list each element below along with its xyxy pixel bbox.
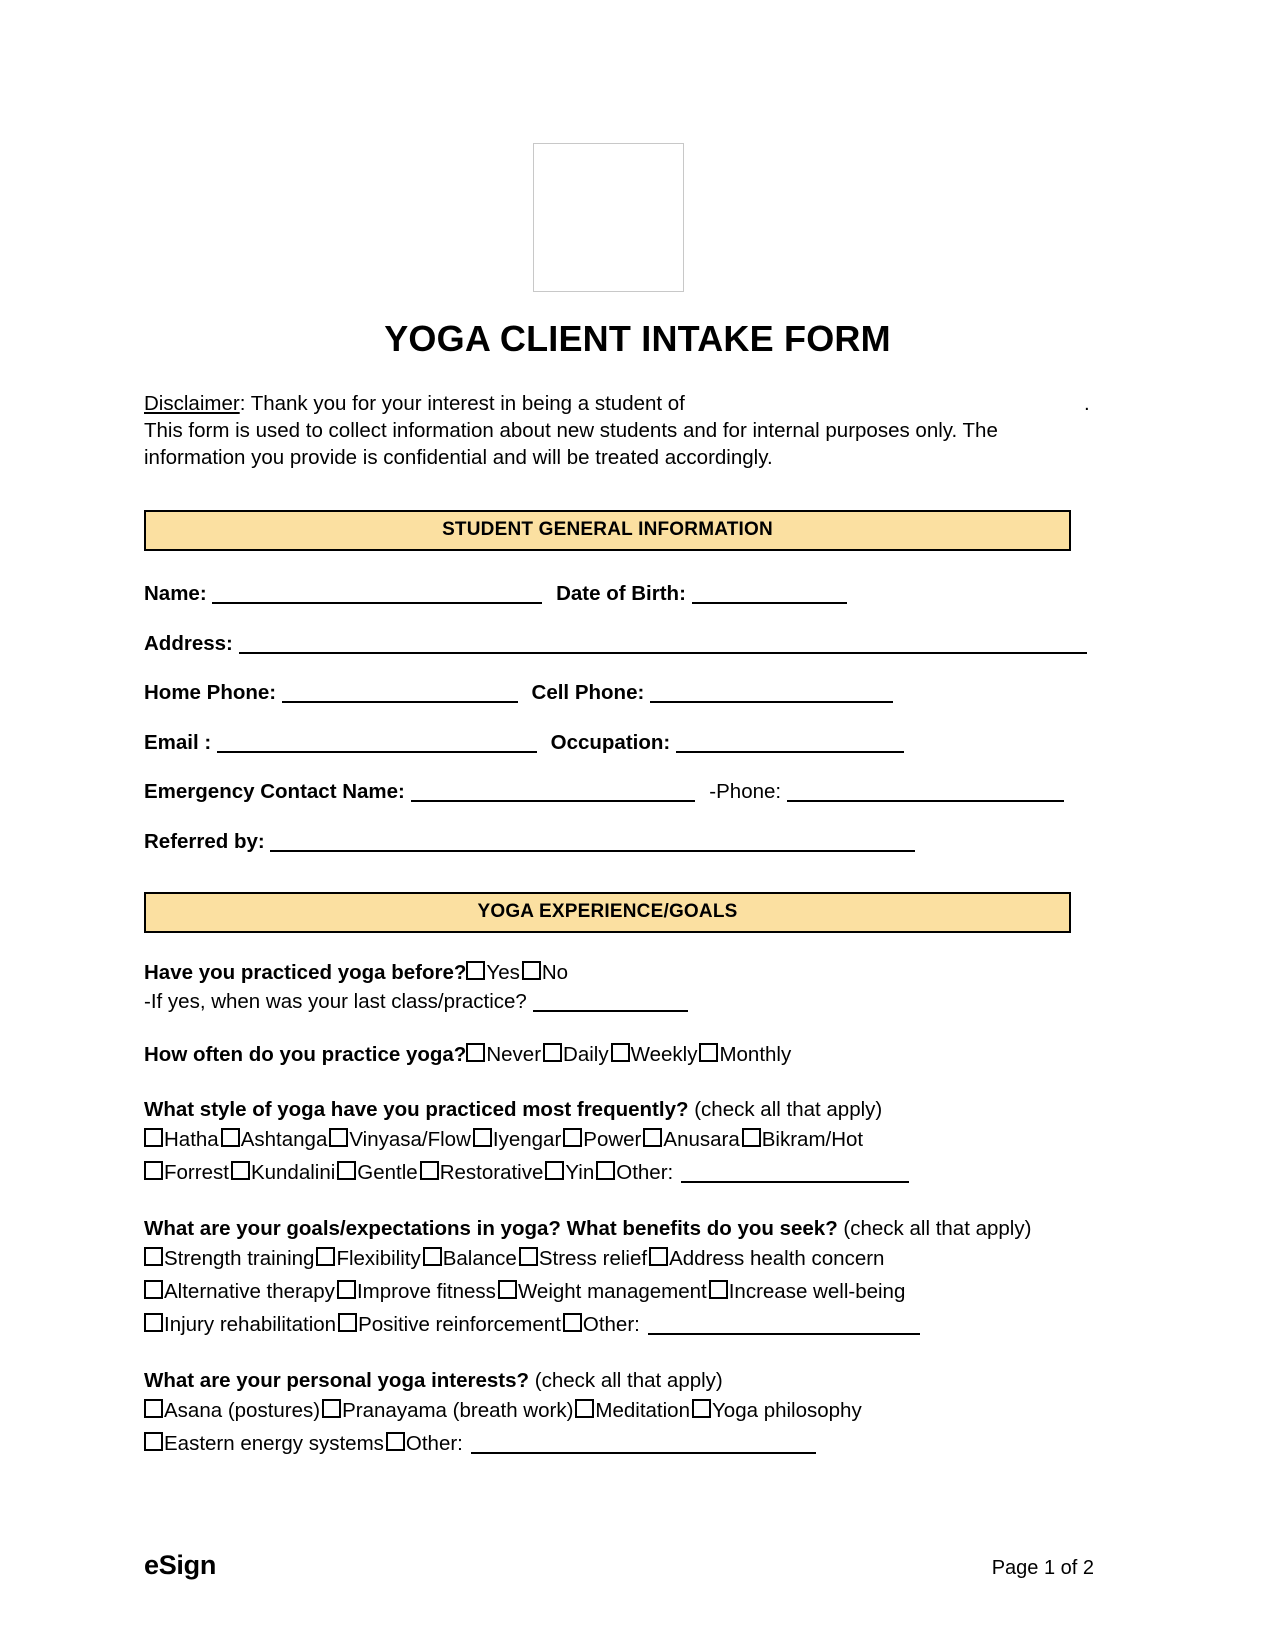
checkbox-goal-increase-well-being-label: Increase well-being [728, 1280, 906, 1304]
question-goals-benefits [144, 1215, 1094, 1341]
checkbox-goal-positive-reinforcement[interactable] [338, 1313, 357, 1332]
checkbox-practiced-yes[interactable] [466, 961, 485, 980]
checkbox-goal-balance-label: Balance [442, 1247, 517, 1271]
referred-by-label: Referred by: [144, 829, 265, 853]
checkbox-interest-eastern-energy-systems-label: Eastern energy systems [164, 1431, 384, 1455]
checkbox-style-kundalini-label: Kundalini [250, 1161, 336, 1185]
yoga-style-options-row-1 [144, 1125, 1094, 1156]
occupation-input-rule[interactable] [676, 731, 904, 753]
checkbox-interest-pranayama[interactable] [322, 1399, 341, 1418]
disclaimer-label: Disclaimer [144, 392, 240, 415]
field-row-email-occupation [144, 731, 1094, 754]
checkbox-goal-improve-fitness[interactable] [337, 1280, 356, 1299]
question-practiced-before [144, 959, 1094, 1015]
checkbox-goal-flexibility-label: Flexibility [336, 1247, 421, 1271]
checkbox-practiced-no-label: No [541, 961, 569, 984]
checkbox-goal-address-health-concern-label: Address health concern [669, 1247, 885, 1271]
checkbox-frequency-monthly[interactable] [699, 1043, 718, 1062]
emergency-phone-label: -Phone: [709, 780, 782, 803]
checkbox-style-ashtanga-label: Ashtanga [240, 1128, 328, 1152]
goals-options-row-2 [144, 1277, 1094, 1308]
address-label: Address: [144, 631, 233, 655]
checkbox-goal-strength-training-label: Strength training [164, 1247, 315, 1271]
page-footer [144, 1550, 1094, 1581]
question-how-often [144, 1041, 1094, 1070]
checkbox-frequency-never[interactable] [466, 1043, 485, 1062]
home-phone-label: Home Phone: [144, 681, 277, 704]
checkbox-goal-strength-training[interactable] [144, 1247, 163, 1266]
yoga-style-question: What style of yoga have you practiced most frequently? [144, 1097, 689, 1121]
checkbox-style-bikram-hot[interactable] [742, 1128, 761, 1147]
date-of-birth-label: Date of Birth: [556, 582, 686, 605]
checkbox-goal-improve-fitness-label: Improve fitness [356, 1280, 496, 1304]
interests-question: What are your personal yoga interests? [144, 1368, 530, 1392]
checkbox-interest-yoga-philosophy-label: Yoga philosophy [712, 1399, 862, 1422]
checkbox-practiced-no[interactable] [522, 961, 541, 980]
checkbox-style-anusara[interactable] [643, 1128, 662, 1147]
checkbox-goal-stress-relief[interactable] [519, 1247, 538, 1266]
yoga-style-question-row [144, 1096, 1094, 1123]
goals-options-row-1 [144, 1244, 1094, 1275]
checkbox-style-vinyasa-flow-label: Vinyasa/Flow [349, 1128, 471, 1152]
checkbox-style-iyengar-label: Iyengar [492, 1128, 562, 1152]
practiced-before-row [144, 959, 1094, 988]
address-input-rule[interactable] [239, 632, 1087, 654]
disclaimer-line-3: information you provide is confidential and will be treated accordingly. [144, 446, 773, 469]
checkbox-style-hatha[interactable] [144, 1128, 163, 1147]
email-label: Email : [144, 730, 212, 754]
checkbox-goal-alternative-therapy-label: Alternative therapy [164, 1280, 335, 1304]
checkbox-interest-pranayama-label: Pranayama (breath work) [342, 1399, 574, 1422]
goals-question-row [144, 1215, 1094, 1242]
interests-question-row [144, 1367, 1094, 1394]
field-row-emergency-contact [144, 780, 1094, 803]
checkbox-style-restorative[interactable] [420, 1161, 439, 1180]
checkbox-goal-injury-rehabilitation[interactable] [144, 1313, 163, 1332]
checkbox-interest-other[interactable] [386, 1432, 405, 1451]
checkbox-interest-asana-label: Asana (postures) [164, 1399, 321, 1422]
field-row-address [144, 632, 1094, 655]
checkbox-style-gentle-label: Gentle [357, 1161, 418, 1185]
interests-other-input-rule[interactable] [471, 1432, 816, 1454]
disclaimer-line-2: This form is used to collect information about new students and for internal purposes only. The [144, 419, 998, 442]
field-row-referred-by [144, 830, 1094, 853]
question-yoga-style [144, 1096, 1094, 1189]
disclaimer-paragraph [144, 390, 1094, 471]
goals-options-row-3 [144, 1310, 1094, 1341]
name-label: Name: [144, 582, 207, 605]
checkbox-style-forrest-label: Forrest [164, 1161, 229, 1185]
disclaimer-line-1 [144, 390, 1094, 417]
style-other-input-rule[interactable] [681, 1161, 909, 1183]
occupation-label: Occupation: [550, 730, 671, 754]
checkbox-goal-address-health-concern[interactable] [649, 1247, 668, 1266]
checkbox-goal-increase-well-being[interactable] [709, 1280, 728, 1299]
checkbox-frequency-daily-label: Daily [563, 1043, 609, 1067]
emergency-contact-name-label: Emergency Contact Name: [144, 780, 405, 803]
checkbox-goal-positive-reinforcement-label: Positive reinforcement [358, 1312, 561, 1336]
checkbox-style-other-label: Other: [616, 1161, 674, 1185]
checkbox-goal-balance[interactable] [423, 1247, 442, 1266]
checkbox-goal-alternative-therapy[interactable] [144, 1280, 163, 1299]
disclaimer-trailing-period: . [1084, 392, 1090, 415]
checkbox-style-iyengar[interactable] [473, 1128, 492, 1147]
section-header-yoga-experience-goals: YOGA EXPERIENCE/GOALS [144, 892, 1071, 933]
page-number: Page 1 of 2 [991, 1557, 1094, 1579]
checkbox-practiced-yes-label: Yes [486, 961, 520, 984]
checkbox-interest-eastern-energy-systems[interactable] [144, 1432, 163, 1451]
section-header-general-information: STUDENT GENERAL INFORMATION [144, 510, 1071, 551]
checkbox-frequency-monthly-label: Monthly [719, 1043, 792, 1067]
name-input-rule[interactable] [212, 582, 542, 604]
checkbox-style-anusara-label: Anusara [663, 1128, 740, 1152]
practiced-before-followup-row [144, 988, 1094, 1015]
disclaimer-line-1-text: : Thank you for your interest in being a student of [239, 392, 685, 415]
checkbox-interest-meditation-label: Meditation [595, 1399, 690, 1422]
checkbox-style-other[interactable] [596, 1161, 615, 1180]
checkbox-goal-weight-management[interactable] [498, 1280, 517, 1299]
logo-placeholder-box[interactable] [533, 143, 684, 292]
checkbox-interest-other-label: Other: [405, 1431, 463, 1455]
cell-phone-input-rule[interactable] [650, 681, 893, 703]
checkbox-interest-meditation[interactable] [575, 1399, 594, 1418]
practiced-before-followup-label: -If yes, when was your last class/practice? [144, 989, 527, 1013]
goals-note: (check all that apply) [843, 1216, 1032, 1240]
referred-by-input-rule[interactable] [270, 830, 915, 852]
cell-phone-label: Cell Phone: [531, 681, 645, 704]
checkbox-frequency-daily[interactable] [543, 1043, 562, 1062]
checkbox-frequency-weekly-label: Weekly [630, 1043, 698, 1067]
checkbox-goal-injury-rehabilitation-label: Injury rehabilitation [164, 1312, 337, 1336]
checkbox-frequency-never-label: Never [486, 1043, 542, 1067]
checkbox-goal-other[interactable] [563, 1313, 582, 1332]
form-content [144, 390, 1094, 1460]
checkbox-style-vinyasa-flow[interactable] [329, 1128, 348, 1147]
goals-question: What are your goals/expectations in yoga? What benefits do you seek? [144, 1216, 838, 1240]
email-input-rule[interactable] [217, 731, 537, 753]
checkbox-goal-flexibility[interactable] [316, 1247, 335, 1266]
checkbox-style-restorative-label: Restorative [439, 1161, 544, 1185]
field-row-phones [144, 681, 1094, 704]
checkbox-goal-stress-relief-label: Stress relief [538, 1247, 648, 1271]
checkbox-goal-weight-management-label: Weight management [517, 1280, 707, 1304]
checkbox-style-bikram-hot-label: Bikram/Hot [761, 1128, 864, 1152]
checkbox-goal-other-label: Other: [582, 1312, 640, 1336]
home-phone-input-rule[interactable] [282, 681, 518, 703]
interests-options-row-2 [144, 1429, 1094, 1460]
checkbox-style-kundalini[interactable] [231, 1161, 250, 1180]
goals-other-input-rule[interactable] [648, 1313, 920, 1335]
yoga-style-options-row-2 [144, 1158, 1094, 1189]
question-personal-interests [144, 1367, 1094, 1460]
checkbox-style-yin-label: Yin [565, 1161, 595, 1185]
field-row-name-dob [144, 582, 1094, 605]
last-practice-date-input-rule[interactable] [533, 990, 688, 1012]
yoga-style-note: (check all that apply) [694, 1097, 883, 1121]
checkbox-style-power[interactable] [563, 1128, 582, 1147]
checkbox-style-power-label: Power [583, 1128, 642, 1152]
checkbox-style-forrest[interactable] [144, 1161, 163, 1180]
emergency-phone-input-rule[interactable] [787, 780, 1064, 802]
checkbox-style-ashtanga[interactable] [221, 1128, 240, 1147]
interests-note: (check all that apply) [534, 1368, 723, 1392]
checkbox-style-hatha-label: Hatha [164, 1128, 219, 1152]
date-of-birth-input-rule[interactable] [692, 582, 847, 604]
brand-logo-esign: eSign [144, 1550, 217, 1580]
emergency-contact-name-input-rule[interactable] [411, 780, 695, 802]
checkbox-interest-asana[interactable] [144, 1399, 163, 1418]
checkbox-interest-yoga-philosophy[interactable] [692, 1399, 711, 1418]
checkbox-frequency-weekly[interactable] [611, 1043, 630, 1062]
page-title: YOGA CLIENT INTAKE FORM [384, 318, 891, 359]
how-often-row [144, 1041, 1094, 1070]
practiced-before-question: Have you practiced yoga before? [144, 961, 467, 984]
interests-options-row-1 [144, 1396, 1094, 1427]
how-often-question: How often do you practice yoga? [144, 1043, 467, 1067]
checkbox-style-gentle[interactable] [337, 1161, 356, 1180]
checkbox-style-yin[interactable] [545, 1161, 564, 1180]
